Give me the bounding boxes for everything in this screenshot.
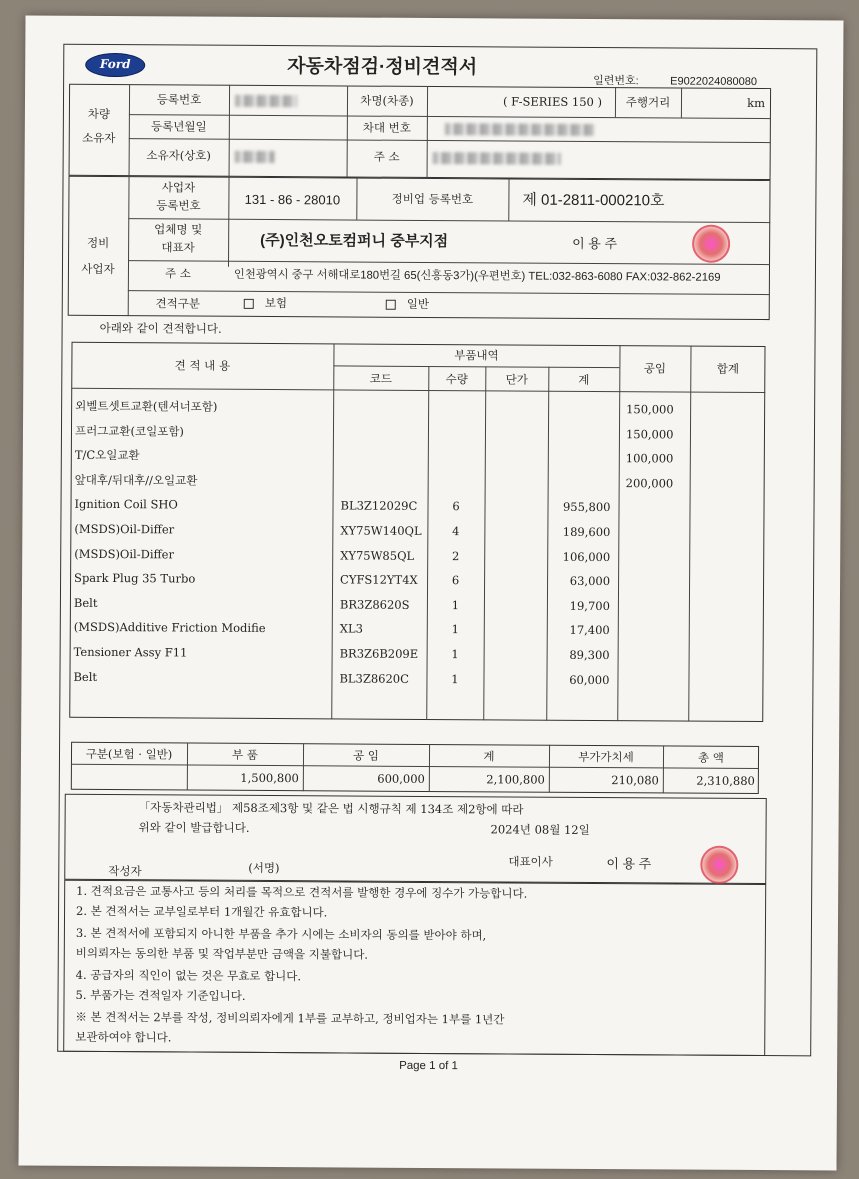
note-item: 보관하여야 합니다. <box>75 1029 172 1045</box>
row-qty: 1 <box>451 622 459 637</box>
row-desc: Belt <box>73 595 98 610</box>
row-sum: 60,000 <box>569 672 610 687</box>
row-qty: 4 <box>452 524 460 539</box>
row-sum: 955,800 <box>562 500 611 515</box>
row-labor: 150,000 <box>625 426 674 442</box>
insurance-checkbox <box>244 299 254 309</box>
sum-v-vat: 210,080 <box>611 773 659 788</box>
row-labor: 150,000 <box>626 402 674 417</box>
serial-value: E9022024080080 <box>670 75 758 88</box>
row-code: BL3Z12029C <box>340 498 418 514</box>
row-desc: Spark Plug 35 Turbo <box>74 571 196 586</box>
sum-v-labor: 600,000 <box>377 771 425 786</box>
col-labor: 공임 <box>643 361 667 376</box>
sum-h-sum: 계 <box>483 749 495 764</box>
note-item: 4. 공급자의 직인이 없는 것은 무효로 합니다. <box>75 967 302 984</box>
row-code: BR3Z6B209E <box>339 646 419 661</box>
col-code: 코드 <box>369 371 392 386</box>
row-qty: 2 <box>452 548 460 563</box>
model-value: ( F-SERIES 150 ) <box>502 94 603 110</box>
biz-no-label-2: 등록번호 <box>156 198 201 213</box>
ceo-label: 대표이사 <box>508 854 553 869</box>
sum-h-parts: 부 품 <box>232 747 258 762</box>
company-label-1: 업체명 및 <box>154 222 203 237</box>
ceo-seal-stamp <box>700 846 738 884</box>
row-desc: 외벨트셋트교환(텐셔너포함) <box>75 398 218 414</box>
model-label: 차명(차종) <box>360 93 414 108</box>
note-item: 2. 본 견적서는 교부일로부터 1개월간 유효합니다. <box>76 903 328 920</box>
type-label: 견적구분 <box>155 296 201 311</box>
note-item: 1. 견적요금은 교통사고 등의 처리를 목적으로 견적서를 발행한 경우에 징수가 가능합니다. <box>76 883 528 901</box>
row-sum: 89,300 <box>569 647 610 663</box>
row-code: BR3Z8620S <box>339 597 410 612</box>
owner-addr-redacted <box>433 152 561 165</box>
row-sum: 189,600 <box>562 524 611 540</box>
company-label-2: 대표자 <box>161 240 195 255</box>
col-sum: 계 <box>578 372 590 387</box>
estimate-sheet <box>18 16 843 1171</box>
page-title: 자동차점검·정비견적서 <box>287 56 478 79</box>
reg-date-label: 등록년월일 <box>151 119 207 134</box>
sum-v-parts: 1,500,800 <box>240 770 299 786</box>
owner-addr-label: 주 소 <box>373 149 400 164</box>
row-desc: (MSDS)Oil-Differ <box>74 521 175 537</box>
issue-date: 2024년 08월 12일 <box>490 822 590 837</box>
sum-v-sum: 2,100,800 <box>486 772 545 787</box>
col-total: 합계 <box>716 361 740 376</box>
col-parts: 부품내역 <box>454 348 499 363</box>
sum-v-total: 2,310,880 <box>696 773 755 788</box>
row-desc: Ignition Coil SHO <box>74 497 178 512</box>
row-qty: 1 <box>451 647 459 662</box>
mileage-label: 주행거리 <box>625 95 671 110</box>
ceo-name: 이 용 주 <box>606 856 652 872</box>
row-code: XL3 <box>339 621 363 636</box>
row-code: XY75W140QL <box>340 523 422 538</box>
maint-reg-value: 제 01-2811-000210호 <box>522 191 665 210</box>
type-insurance: 보험 <box>244 298 287 310</box>
biz-no-label-1: 사업자 <box>161 180 196 195</box>
shop-section-label-2: 사업자 <box>81 261 115 277</box>
general-checkbox <box>386 300 396 310</box>
reg-no-label: 등록번호 <box>156 92 202 107</box>
sum-h-type: 구분(보험 · 일반) <box>85 746 173 762</box>
row-desc: (MSDS)Additive Friction Modifie <box>73 620 266 636</box>
reg-no-redacted <box>235 95 297 107</box>
row-desc: Tensioner Assy F11 <box>73 644 188 660</box>
row-qty: 1 <box>451 671 459 686</box>
owner-name-label: 소유자(상호) <box>146 148 211 163</box>
company-rep: 이 용 주 <box>572 235 618 252</box>
col-qty: 수량 <box>445 372 468 387</box>
row-sum: 63,000 <box>569 574 611 589</box>
company-name: (주)인천오토컴퍼니 중부지점 <box>260 231 449 251</box>
note-item: 3. 본 견적서에 포함되지 아니한 부품을 추가 시에는 소비자의 동의를 받아야 하며, <box>75 925 487 943</box>
type-general: 일반 <box>386 299 429 311</box>
row-desc: Belt <box>73 669 98 684</box>
note-item: 5. 부품가는 견적일자 기준입니다. <box>75 987 246 1003</box>
ford-logo: Ford <box>85 53 145 77</box>
row-desc: (MSDS)Oil-Differ <box>74 546 175 562</box>
maint-reg-label: 정비업 등록번호 <box>391 191 474 207</box>
sum-h-total: 총 액 <box>698 750 724 765</box>
shop-addr-label: 주 소 <box>164 266 191 281</box>
owner-name-redacted <box>235 151 275 163</box>
note-item: ※ 본 견적서는 2부를 작성, 정비의뢰자에게 1부를 교부하고, 정비업자는 1부를 1년간 <box>75 1009 505 1027</box>
vin-label: 차대 번호 <box>362 120 411 135</box>
mileage-unit: km <box>747 95 766 111</box>
col-unit-price: 단가 <box>505 372 528 387</box>
shop-section-label-1: 정비 <box>86 235 110 251</box>
intro-text: 아래와 같이 견적합니다. <box>99 320 222 336</box>
row-qty: 1 <box>451 597 460 612</box>
owner-section-label-1: 차량 <box>87 106 111 122</box>
serial-label: 일련번호: <box>593 74 639 88</box>
author-label: 작성자 <box>108 864 142 879</box>
legal-line-2: 위와 같이 발급합니다. <box>138 820 250 835</box>
owner-section-label-2: 소유자 <box>82 130 116 146</box>
row-code: BL3Z8620C <box>339 671 409 686</box>
shop-addr-value: 인천광역시 중구 서해대로180번길 65(신흥동3가)(우편번호) TEL:032-863-6080 FAX:032-862-2169 <box>233 268 721 284</box>
row-code: CYFS12YT4X <box>340 572 418 588</box>
sum-h-labor: 공 임 <box>353 748 379 763</box>
row-sum: 17,400 <box>569 623 610 638</box>
row-qty: 6 <box>452 499 460 514</box>
company-seal-stamp <box>692 225 730 263</box>
note-item: 비의뢰자는 동의한 부품 및 작업부분만 금액을 지불합니다. <box>75 945 369 962</box>
row-sum: 106,000 <box>562 549 611 564</box>
col-content: 견 적 내 용 <box>174 358 231 373</box>
row-labor: 100,000 <box>625 451 674 466</box>
row-desc: 프러그교환(코일포함) <box>74 423 184 439</box>
row-sum: 19,700 <box>569 598 610 613</box>
sign-label: (서명) <box>248 860 280 876</box>
page-footer: Page 1 of 1 <box>399 1059 458 1073</box>
vin-redacted <box>445 123 595 136</box>
row-labor: 200,000 <box>625 475 674 491</box>
sum-h-vat: 부가가치세 <box>578 749 634 765</box>
row-desc: T/C오일교환 <box>74 448 140 463</box>
row-desc: 앞대후/뒤대후//오일교환 <box>74 472 198 488</box>
biz-no-value: 131 - 86 - 28010 <box>244 191 341 208</box>
row-qty: 6 <box>451 573 460 588</box>
row-code: XY75W85QL <box>340 548 415 563</box>
legal-line-1: 「자동차관리법」 제58조제3항 및 같은 법 시행규칙 제 134조 제2항에 따라 <box>138 800 524 817</box>
